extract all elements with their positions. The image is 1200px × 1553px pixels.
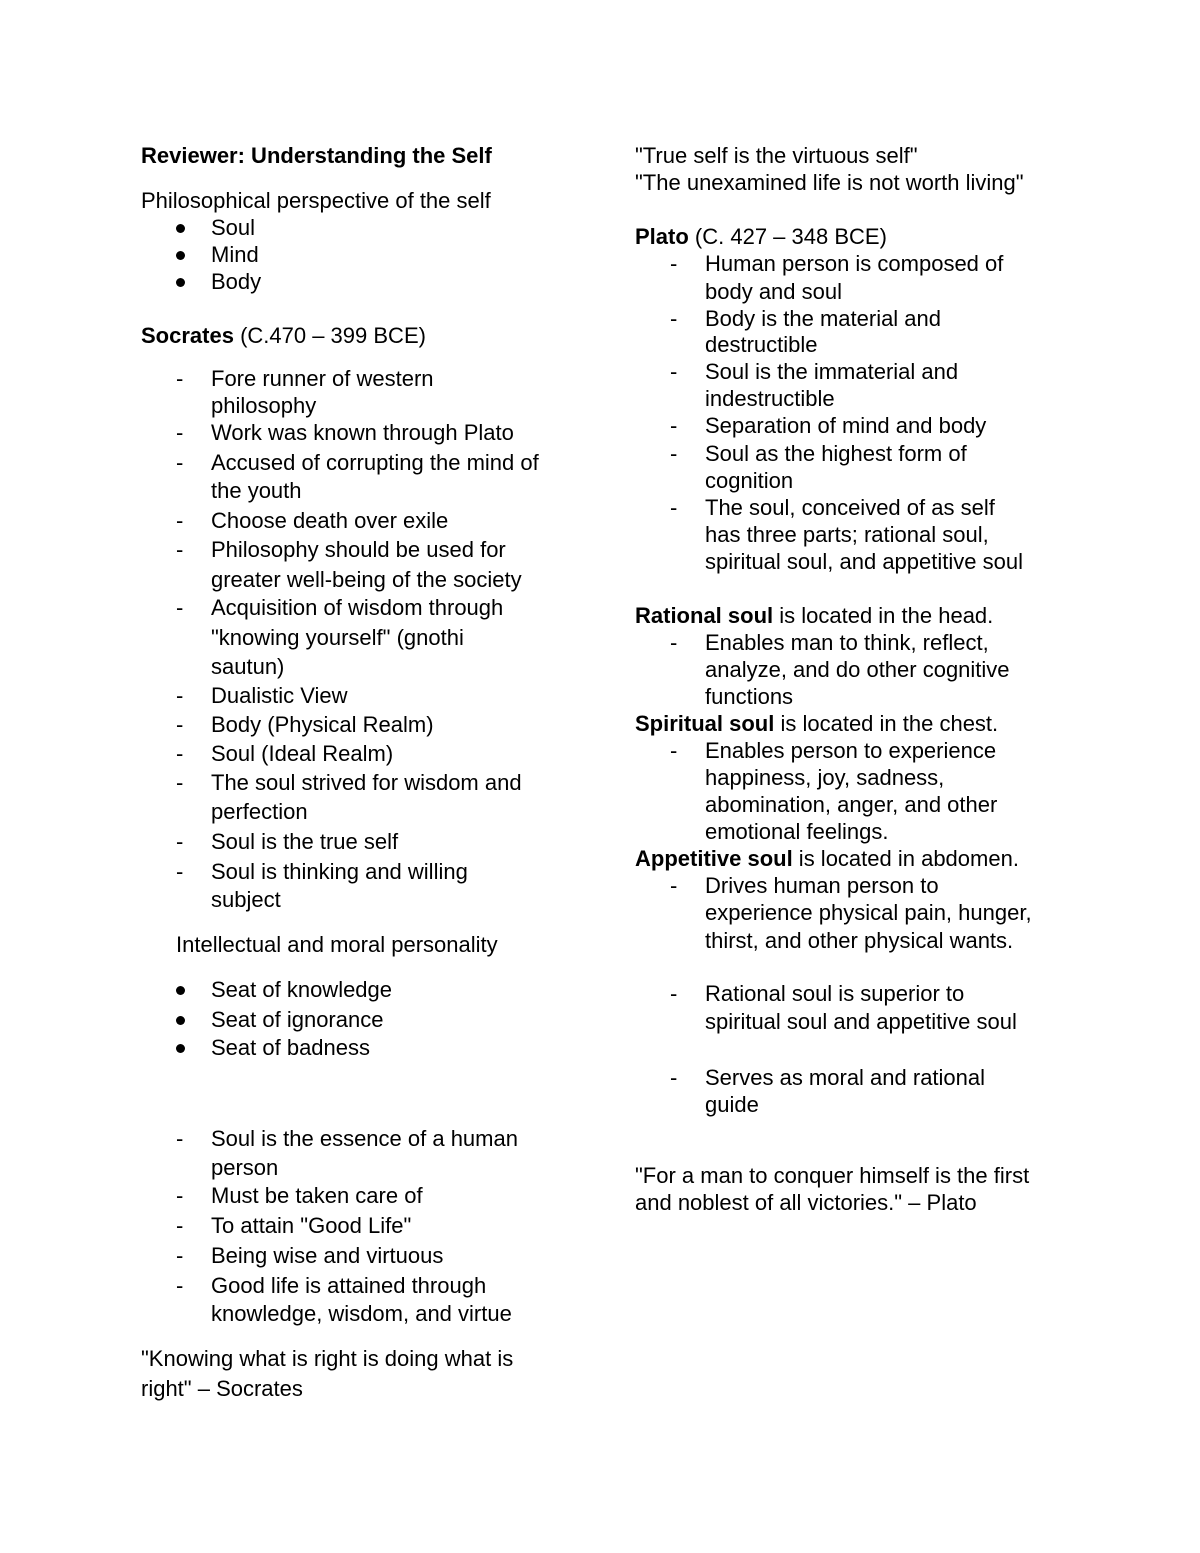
appetitive-point-cont: experience physical pain, hunger, [705, 900, 1032, 925]
socrates-point: Soul (Ideal Realm) [211, 741, 394, 766]
plato-heading: Plato [635, 224, 689, 249]
soul-point-cont: person [211, 1155, 279, 1180]
personality-bullet: Seat of knowledge [211, 977, 393, 1002]
dash-icon: - [176, 712, 184, 737]
dash-icon: - [176, 741, 184, 766]
socrates-point: Dualistic View [211, 683, 348, 708]
bullet-icon [176, 278, 185, 287]
appetitive-soul-line [635, 846, 1019, 872]
socrates-heading-line [141, 323, 426, 349]
soul-point: Must be taken care of [211, 1183, 423, 1208]
dash-icon: - [176, 537, 184, 562]
superior-point-cont: spiritual soul and appetitive soul [705, 1009, 1017, 1034]
rational-soul-location: is located in the head. [773, 603, 994, 628]
rational-soul-heading: Rational soul [635, 603, 774, 628]
bullet-icon [176, 986, 185, 995]
socrates-point-cont: greater well-being of the society [211, 567, 522, 592]
socrates-point: Choose death over exile [211, 508, 449, 533]
rational-point-cont: analyze, and do other cognitive [705, 657, 1010, 682]
plato-point: Soul as the highest form of [705, 441, 967, 466]
dash-icon: - [670, 306, 678, 331]
personality-bullet: Seat of badness [211, 1035, 371, 1060]
dash-icon: - [176, 859, 184, 884]
soul-point-cont: knowledge, wisdom, and virtue [211, 1301, 512, 1326]
socrates-point: Soul is thinking and willing [211, 859, 468, 884]
dash-icon: - [176, 366, 184, 391]
rational-point: Enables man to think, reflect, [705, 630, 989, 655]
soul-point: Good life is attained through [211, 1273, 487, 1298]
appetitive-soul-heading: Appetitive soul [635, 846, 793, 871]
bullet-icon [176, 224, 185, 233]
dash-icon: - [670, 359, 678, 384]
socrates-point-cont: "knowing yourself" (gnothi [211, 625, 464, 650]
dash-icon: - [176, 770, 184, 795]
dash-icon: - [670, 630, 678, 655]
soul-point: To attain "Good Life" [211, 1213, 412, 1238]
plato-point-cont: destructible [705, 332, 818, 357]
bullet-icon [176, 251, 185, 260]
dash-icon: - [176, 595, 184, 620]
dash-icon: - [176, 683, 184, 708]
dash-icon: - [176, 1183, 184, 1208]
dash-icon: - [176, 420, 184, 445]
socrates-point: The soul strived for wisdom and [211, 770, 522, 795]
rational-point-cont: functions [705, 684, 794, 709]
dash-icon: - [670, 1065, 678, 1090]
socrates-point-cont: sautun) [211, 654, 285, 679]
dash-icon: - [670, 495, 678, 520]
spiritual-point-cont: abomination, anger, and other [705, 792, 998, 817]
dash-icon: - [670, 251, 678, 276]
spiritual-soul-heading: Spiritual soul [635, 711, 775, 736]
top-quote: "True self is the virtuous self" [635, 143, 918, 168]
socrates-quote-cont: right" – Socrates [141, 1376, 303, 1401]
spiritual-soul-location: is located in the chest. [774, 711, 999, 736]
document-title: Reviewer: Understanding the Self [141, 143, 492, 168]
spiritual-point-cont: happiness, joy, sadness, [705, 765, 945, 790]
rational-soul-line [635, 603, 993, 629]
dash-icon: - [670, 981, 678, 1006]
intro-bullet-body: Body [211, 269, 262, 294]
dash-icon: - [670, 441, 678, 466]
socrates-point: Accused of corrupting the mind of [211, 450, 539, 475]
dash-icon: - [176, 1126, 184, 1151]
plato-quote-cont: and noblest of all victories." – Plato [635, 1190, 977, 1215]
plato-point-cont: cognition [705, 468, 794, 493]
socrates-point-cont: perfection [211, 799, 308, 824]
appetitive-soul-location: is located in abdomen. [792, 846, 1019, 871]
plato-point: The soul, conceived of as self [705, 495, 995, 520]
plato-heading-line [635, 224, 887, 250]
plato-point: Body is the material and [705, 306, 942, 331]
spiritual-point: Enables person to experience [705, 738, 997, 763]
plato-point-cont: spiritual soul, and appetitive soul [705, 549, 1023, 574]
spiritual-soul-line [635, 711, 998, 737]
socrates-point: Philosophy should be used for [211, 537, 506, 562]
socrates-point-cont: the youth [211, 478, 302, 503]
plato-point-cont: body and soul [705, 279, 842, 304]
socrates-heading: Socrates [141, 323, 234, 348]
dash-icon: - [176, 1243, 184, 1268]
superior-point: Rational soul is superior to [705, 981, 965, 1006]
dash-icon: - [176, 829, 184, 854]
plato-point: Separation of mind and body [705, 413, 987, 438]
intro-text: Philosophical perspective of the self [141, 188, 491, 213]
socrates-point: Acquisition of wisdom through [211, 595, 504, 620]
bullet-icon [176, 1016, 185, 1025]
intro-bullet-soul: Soul [211, 215, 256, 240]
appetitive-point: Drives human person to [705, 873, 939, 898]
plato-point-cont: has three parts; rational soul, [705, 522, 989, 547]
soul-point: Being wise and virtuous [211, 1243, 444, 1268]
dash-icon: - [176, 1273, 184, 1298]
dash-icon: - [670, 738, 678, 763]
dash-icon: - [176, 450, 184, 475]
guide-point: Serves as moral and rational [705, 1065, 986, 1090]
socrates-point: Body (Physical Realm) [211, 712, 434, 737]
dash-icon: - [176, 1213, 184, 1238]
socrates-quote: "Knowing what is right is doing what is [141, 1346, 514, 1371]
plato-point-cont: indestructible [705, 386, 835, 411]
plato-dates: (C. 427 – 348 BCE) [688, 224, 887, 249]
appetitive-point-cont: thirst, and other physical wants. [705, 928, 1014, 953]
socrates-point-cont: subject [211, 887, 281, 912]
personality-bullet: Seat of ignorance [211, 1007, 384, 1032]
socrates-point: Soul is the true self [211, 829, 399, 854]
socrates-point-cont: philosophy [211, 393, 317, 418]
socrates-point: Fore runner of western [211, 366, 434, 391]
guide-point-cont: guide [705, 1092, 759, 1117]
soul-point: Soul is the essence of a human [211, 1126, 518, 1151]
dash-icon: - [670, 873, 678, 898]
top-quote: "The unexamined life is not worth living" [635, 170, 1024, 195]
plato-point: Human person is composed of [705, 251, 1004, 276]
dash-icon: - [670, 413, 678, 438]
dash-icon: - [176, 508, 184, 533]
bullet-icon [176, 1044, 185, 1053]
socrates-point: Work was known through Plato [211, 420, 514, 445]
plato-point: Soul is the immaterial and [705, 359, 959, 384]
spiritual-point-cont: emotional feelings. [705, 819, 889, 844]
personality-label: Intellectual and moral personality [176, 932, 498, 957]
socrates-dates: (C.470 – 399 BCE) [233, 323, 426, 348]
intro-bullet-mind: Mind [211, 242, 259, 267]
plato-quote: "For a man to conquer himself is the first [635, 1163, 1030, 1188]
